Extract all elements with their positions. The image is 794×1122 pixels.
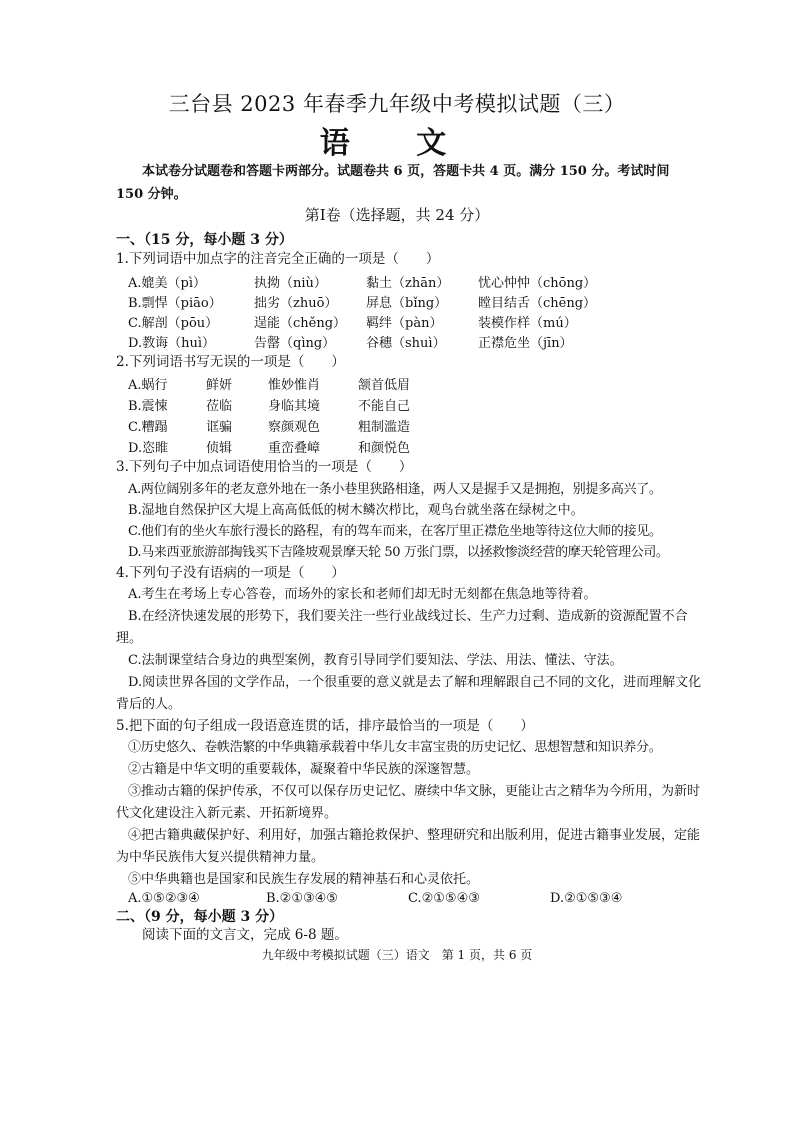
exam-title: 三台县 2023 年春季九年级中考模拟试题（三）	[168, 92, 626, 116]
option-cell: 逞能（chěng）	[254, 316, 347, 331]
question-3-stem: 3.下列句子中加点词语使用恰当的一项是（ ）	[116, 459, 413, 475]
option-cell: 拙劣（zhuō）	[254, 296, 338, 311]
question-5-sentence-3: ③推动古籍的保护传承，不仅可以保存历史记忆、赓续中华文脉，更能让古之精华为今所用，为新时代文化建设注入新元素、开拓新境界。	[116, 784, 701, 821]
question-4-option-b: B.在经济快速发展的形势下，我们要关注一些行业战线过长、生产力过剩、造成新的资源配置不合理。	[116, 609, 688, 646]
section-1-heading: 一、（15 分，每小题 3 分）	[116, 232, 293, 248]
subject-heading: 语 文	[319, 126, 475, 161]
option-cell: 装模作样（mú）	[478, 316, 577, 331]
option-cell: 执拗（niù）	[254, 276, 327, 291]
option-cell: 粗制滥造	[358, 420, 411, 435]
question-5-sentence-5: ⑤中华典籍也是国家和民族生存发展的精神基石和心灵依托。	[128, 872, 480, 887]
exam-instructions: 本试卷分试题卷和答题卡两部分。试题卷共 6 页，答题卡共 4 页。满分 150 分。考试时间 150 分钟。	[116, 164, 670, 202]
page-footer: 九年级中考模拟试题（三）语文 第 1 页，共 6 页	[261, 948, 533, 962]
option-cell: 侦辑	[206, 441, 233, 456]
option-cell: 不能自己	[358, 399, 411, 414]
option-cell: D.恣睢	[128, 441, 169, 456]
option-cell: 黏土（zhān）	[366, 276, 450, 291]
option-cell: D.教诲（huì）	[128, 336, 215, 351]
option-cell: 察颜观色	[268, 420, 321, 435]
option-cell: 颔首低眉	[358, 378, 411, 393]
question-5-sentence-2: ②古籍是中华文明的重要载体，凝聚着中华民族的深邃智慧。	[128, 762, 480, 777]
option-cell: A.媲美（pì）	[128, 276, 207, 291]
question-1-stem: 1.下列词语中加点字的注音完全正确的一项是（ ）	[116, 251, 440, 267]
section-2-heading: 二、（9 分，每小题 3 分）	[116, 909, 284, 925]
question-5-stem: 5.把下面的句子组成一段语意连贯的话，排序最恰当的一项是（ ）	[116, 718, 534, 734]
option-cell: B.剽悍（piāo）	[128, 296, 222, 311]
question-4-stem: 4.下列句子没有语病的一项是（ ）	[116, 565, 345, 581]
question-3-option-d: D.马来西亚旅游部掏钱买下吉隆坡观景摩天轮 50 万张门票，以拯救惨淡经营的摩天轮管理公司。	[128, 545, 669, 560]
option-cell: A.①⑤②③④	[128, 891, 200, 906]
option-cell: 身临其境	[268, 399, 321, 414]
option-cell: A.蜗行	[128, 378, 168, 393]
option-cell: 瞠目结舌（chēng）	[478, 296, 597, 311]
option-cell: 羁绊（pàn）	[366, 316, 443, 331]
question-5-sentence-4: ④把古籍典藏保护好、利用好，加强古籍抢救保护、整理研究和出版利用，促进古籍事业发展，定能为中华民族伟大复兴提供精神力量。	[116, 828, 701, 865]
option-cell: C.②①⑤④③	[408, 891, 480, 906]
option-cell: 和颜悦色	[358, 441, 411, 456]
option-cell: 重峦叠嶂	[268, 441, 321, 456]
reading-instruction: 阅读下面的文言文，完成 6-8 题。	[142, 927, 348, 943]
question-5-sentence-1: ①历史悠久、卷帙浩繁的中华典籍承载着中华儿女丰富宝贵的历史记忆、思想智慧和知识养分。	[128, 740, 662, 755]
option-cell: 忧心忡忡（chōng）	[478, 276, 597, 291]
option-cell: B.震悚	[128, 399, 168, 414]
option-cell: C.解剖（pōu）	[128, 316, 219, 331]
question-4-option-a: A.考生在考场上专心答卷，而场外的家长和老师们却无时无刻都在焦急地等待着。	[128, 587, 597, 602]
part-heading: 第Ⅰ卷（选择题，共 24 分）	[304, 206, 490, 224]
option-cell: 告罄（qìng）	[254, 336, 336, 351]
option-cell: C.糟蹋	[128, 420, 168, 435]
question-3-option-c: C.他们有的坐火车旅行漫长的路程，有的驾车而来，在客厅里正襟危坐地等待这位大师的接见。	[128, 524, 662, 539]
option-cell: D.②①⑤③④	[550, 891, 623, 906]
option-cell: 鲜妍	[206, 378, 233, 393]
option-cell: B.②①③④⑤	[266, 891, 338, 906]
question-4-option-d: D.阅读世界各国的文学作品，一个很重要的意义就是去了解和理解跟自己不同的文化，进而理解文化背后的人。	[116, 675, 702, 712]
option-cell: 正襟危坐（jīn）	[478, 336, 573, 351]
question-3-option-a: A.两位阔别多年的老友意外地在一条小巷里狭路相逢，两人又是握手又是拥抱，别提多高兴了。	[128, 482, 662, 497]
option-cell: 诓骗	[206, 420, 233, 435]
question-2-stem: 2.下列词语书写无误的一项是（ ）	[116, 354, 345, 370]
option-cell: 谷穗（shuì）	[366, 336, 446, 351]
question-3-option-b: B.湿地自然保护区大堤上高高低低的树木鳞次栉比，观鸟台就坐落在绿树之中。	[128, 503, 584, 518]
question-4-option-c: C.法制课堂结合身边的典型案例，教育引导同学们要知法、学法、用法、懂法、守法。	[128, 653, 623, 668]
option-cell: 屏息（bǐng）	[366, 296, 448, 311]
option-cell: 莅临	[206, 399, 233, 414]
option-cell: 惟妙惟肖	[268, 378, 321, 393]
